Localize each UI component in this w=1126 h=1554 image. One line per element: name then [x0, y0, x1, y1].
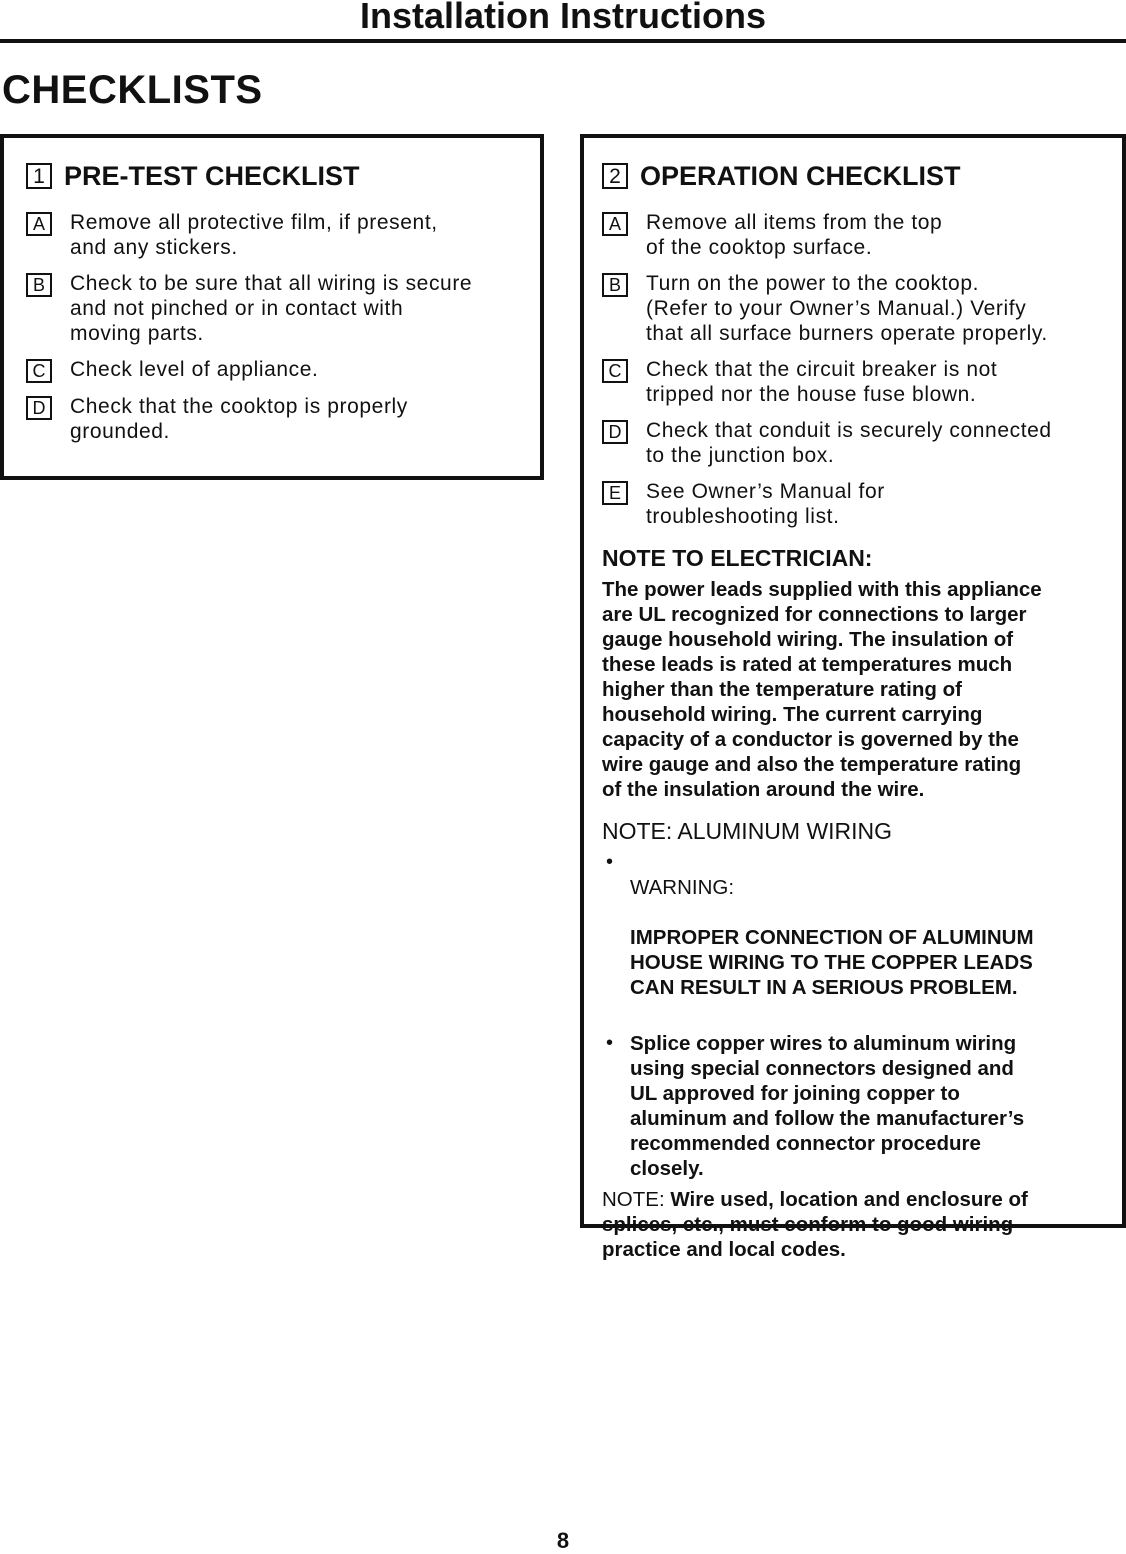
page-number: 8: [556, 1528, 570, 1553]
item-letter-badge: D: [602, 420, 628, 444]
aluminum-note-heading: NOTE: ALUMINUM WIRING: [602, 818, 893, 844]
section-title: CHECKLISTS: [2, 68, 263, 112]
item-text: Check level of appliance.: [70, 358, 319, 381]
operation-item-b: [602, 271, 1108, 346]
pretest-item-a: [26, 210, 524, 260]
page-header-title: Installation Instructions: [359, 0, 767, 36]
item-letter-badge: A: [602, 212, 628, 236]
item-letter-badge: E: [602, 481, 628, 505]
pretest-item-b: [26, 271, 524, 346]
warning-bullet: [602, 850, 1108, 1025]
header-rule: [0, 39, 1126, 43]
pretest-title: PRE-TEST CHECKLIST: [64, 161, 360, 191]
operation-title: OPERATION CHECKLIST: [640, 161, 961, 191]
warning-label: WARNING:: [630, 876, 735, 899]
bullet-dot-icon: •: [606, 1032, 614, 1054]
pretest-checklist-box: [0, 134, 544, 480]
bullet-dot-icon: •: [606, 851, 614, 873]
item-letter-badge: D: [26, 396, 52, 420]
splice-bullet: [602, 1031, 1108, 1181]
pretest-item-d: [26, 394, 524, 444]
final-note: [602, 1187, 1108, 1262]
splice-text: Splice copper wires to aluminum wiring using special connectors designed and UL approved for joining copper to aluminum and follow the manufacturer’s recommended connector procedure closely.: [630, 1032, 1025, 1180]
item-text: Remove all protective film, if present, and any stickers.: [70, 211, 438, 259]
operation-item-c: [602, 357, 1108, 407]
operation-item-e: [602, 479, 1108, 529]
item-text: Check that conduit is securely connected to the junction box.: [646, 419, 1052, 467]
item-letter-badge: B: [26, 273, 52, 297]
operation-checklist-box: [580, 134, 1126, 1261]
operation-item-d: [602, 418, 1108, 468]
warning-text-block: [630, 850, 1034, 1025]
electrician-note-body: The power leads supplied with this appliance are UL recognized for connections to larger gauge household wiring. The insulation of these leads is rated at temperatures much higher than the temperature rating of household wiring. The current carrying capacity of a conductor is governed by the wire gauge and also the temperature rating of the insulation around the wire.: [602, 578, 1042, 801]
operation-item-a: [602, 210, 1108, 260]
item-text: See Owner’s Manual for troubleshooting list.: [646, 480, 885, 528]
item-letter-badge: C: [26, 359, 52, 383]
electrician-note-heading: NOTE TO ELECTRICIAN:: [602, 545, 873, 571]
operation-heading: [602, 158, 1108, 194]
item-text: Check that the cooktop is properly grounded.: [70, 395, 408, 443]
item-text: Check that the circuit breaker is not tripped nor the house fuse blown.: [646, 358, 998, 406]
item-text: Turn on the power to the cooktop. (Refer to your Owner’s Manual.) Verify that all surface burners operate properly.: [646, 272, 1048, 345]
item-letter-badge: A: [26, 212, 52, 236]
warning-body: IMPROPER CONNECTION OF ALUMINUM HOUSE WIRING TO THE COPPER LEADS CAN RESULT IN A SERIOUS PROBLEM.: [630, 926, 1034, 999]
pretest-number-badge: 1: [26, 163, 52, 189]
item-letter-badge: C: [602, 359, 628, 383]
final-note-text: Wire used, location and enclosure of splices, etc., must conform to good wiring practice and local codes.: [602, 1188, 1028, 1261]
item-text: Check to be sure that all wiring is secure and not pinched or in contact with moving parts.: [70, 272, 473, 345]
pretest-item-c: [26, 357, 524, 383]
item-letter-badge: B: [602, 273, 628, 297]
pretest-heading: [26, 158, 524, 194]
final-note-lead: NOTE:: [602, 1188, 665, 1211]
operation-number-badge: 2: [602, 163, 628, 189]
item-text: Remove all items from the top of the cooktop surface.: [646, 211, 943, 259]
